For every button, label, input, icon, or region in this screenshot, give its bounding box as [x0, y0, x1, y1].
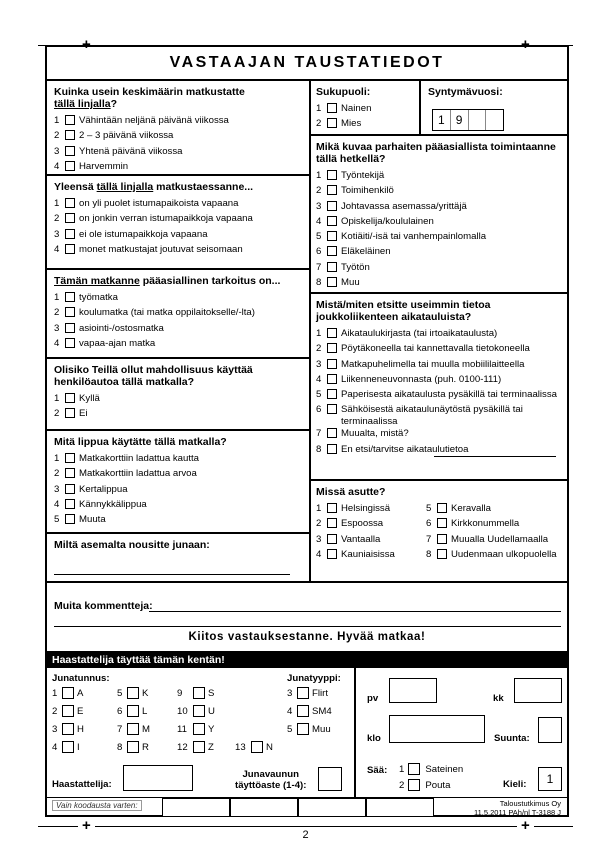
question-text: Mistä/miten etsitte useimmin tietoa joukkoliikenteen aikatauluista?	[316, 299, 491, 323]
option-number: 8	[316, 443, 322, 455]
option-label: Kertalippua	[79, 483, 128, 495]
checkbox[interactable]	[437, 503, 447, 513]
option-number: 6	[426, 518, 432, 530]
checkbox[interactable]	[297, 687, 309, 699]
option-label: Eläkeläinen	[341, 246, 391, 258]
checkbox[interactable]	[327, 404, 337, 414]
crop-plus-icon: +	[78, 37, 95, 52]
option-number: 3	[54, 322, 60, 334]
option-label: Sähköisestä aikataulunäytöstä pysäkillä tai terminaalissa	[341, 404, 523, 428]
option-number: 4	[54, 498, 60, 510]
option-number: 2	[54, 408, 60, 420]
option-number: 7	[316, 261, 322, 273]
option-number: 7	[316, 428, 322, 440]
option-item[interactable]	[316, 201, 561, 216]
coding-box	[230, 798, 298, 817]
train-type-label: Junatyyppi:	[287, 673, 341, 684]
option-number: 2	[54, 213, 60, 225]
option-label: Muu	[341, 277, 360, 289]
form-title: VASTAAJAN TAUSTATIEDOT	[47, 47, 567, 81]
day-label: pv	[367, 693, 379, 704]
option-label: Keravalla	[451, 503, 491, 514]
questionnaire-form	[45, 45, 569, 817]
checkbox[interactable]	[65, 338, 75, 348]
comments-line[interactable]	[149, 611, 561, 612]
residence-question	[309, 481, 567, 583]
option-number: 8	[316, 277, 322, 289]
option-label: Uudenmaan ulkopuolella	[451, 548, 557, 560]
option-item[interactable]	[54, 213, 303, 228]
station-question	[47, 534, 309, 583]
checkbox[interactable]	[127, 687, 139, 699]
month-label: kk	[493, 693, 504, 704]
option-label: on yli puolet istumapaikoista vapaana	[79, 198, 239, 209]
option-label: En etsi/tarvitse aikataulutietoa	[341, 443, 469, 455]
checkbox[interactable]	[327, 185, 337, 195]
checkbox[interactable]	[327, 277, 337, 287]
option-item[interactable]	[54, 499, 303, 514]
question-text: Olisiko Teillä ollut mahdollisuus käyttää henkilöautoa tällä matkalla?	[54, 364, 253, 388]
comments-line[interactable]	[54, 626, 561, 627]
interviewer-section	[47, 651, 567, 795]
option-item[interactable]	[316, 343, 561, 358]
option-label: Muualta, mistä?	[341, 428, 409, 440]
weather-label: Sää:	[367, 765, 388, 776]
question-text: Yleensä tällä linjalla matkustaessanne...	[54, 181, 254, 193]
train-id-option[interactable]: 9 S	[177, 687, 215, 699]
form-footer	[47, 797, 567, 815]
option-number: 3	[316, 358, 322, 370]
checkbox[interactable]	[65, 514, 75, 524]
interviewer-label: Haastattelija:	[52, 779, 112, 790]
options	[54, 393, 303, 424]
options	[316, 503, 426, 564]
year-digit	[469, 110, 487, 130]
checkbox[interactable]	[437, 518, 447, 528]
thanks-message: Kiitos vastauksestanne. Hyvää matkaa!	[188, 631, 426, 643]
train-id-option[interactable]: 13 N	[235, 741, 273, 753]
option-label: Johtavassa asemassa/yrittäjä	[341, 200, 467, 212]
crop-plus-icon: +	[517, 818, 534, 833]
direction-input[interactable]	[538, 717, 562, 743]
year-digit	[486, 110, 503, 130]
checkbox[interactable]	[327, 216, 337, 226]
option-item[interactable]	[316, 103, 413, 118]
option-number: 3	[316, 200, 322, 212]
option-label: 2 – 3 päivänä viikossa	[79, 130, 174, 142]
option-item[interactable]	[316, 404, 561, 428]
option-item[interactable]	[316, 503, 426, 518]
checkbox[interactable]	[65, 292, 75, 302]
option-number: 5	[426, 503, 432, 514]
time-label: klo	[367, 733, 381, 744]
section-divider	[354, 668, 356, 797]
crop-plus-icon: +	[78, 818, 95, 833]
option-item[interactable]	[316, 216, 561, 231]
option-number: 5	[54, 514, 60, 526]
checkbox[interactable]	[193, 741, 205, 753]
option-label: Espoossa	[341, 518, 384, 530]
option-label: Ei	[79, 408, 88, 420]
option-number: 2	[316, 118, 322, 130]
train-id-option[interactable]: 10 U	[177, 705, 215, 717]
option-label: Opiskelija/koululainen	[341, 215, 434, 227]
direction-label: Suunta:	[494, 733, 530, 744]
option-item[interactable]	[54, 292, 303, 307]
checkbox[interactable]	[65, 115, 75, 125]
option-item[interactable]	[316, 185, 561, 200]
question-text: Missä asutte?	[316, 486, 386, 498]
weather-option-dry[interactable]: 2 Pouta	[399, 779, 451, 791]
question-text: Tämän matkanne pääasiallinen tarkoitus on...	[54, 275, 281, 287]
option-label: Kännykkälippua	[79, 498, 147, 510]
option-number: 1	[316, 103, 322, 114]
checkbox[interactable]	[193, 723, 205, 735]
options	[54, 292, 303, 353]
option-item[interactable]	[316, 231, 561, 246]
checkbox[interactable]	[437, 534, 447, 544]
option-item[interactable]	[316, 389, 561, 404]
option-label: Liikenneneuvonnasta (puh. 0100-111)	[341, 373, 502, 385]
options	[316, 170, 561, 292]
option-item[interactable]	[316, 359, 561, 374]
checkbox[interactable]	[62, 741, 74, 753]
train-type-option[interactable]: 4 SM4	[287, 705, 332, 717]
option-number: 3	[54, 483, 60, 495]
seating-question	[47, 176, 309, 270]
option-item[interactable]	[316, 170, 561, 185]
option-label: Kotiäiti/-isä tai vanhempainlomalla	[341, 231, 487, 243]
checkbox[interactable]	[127, 723, 139, 735]
option-item[interactable]	[54, 307, 303, 322]
checkbox[interactable]	[327, 231, 337, 241]
options	[426, 503, 557, 564]
car-question	[47, 359, 309, 431]
option-label: Paperisesta aikataulusta pysäkillä tai terminaalissa	[341, 389, 557, 401]
train-id-option[interactable]: 4 I	[52, 741, 80, 753]
checkbox[interactable]	[327, 201, 337, 211]
checkbox[interactable]	[327, 503, 337, 513]
option-item[interactable]	[316, 374, 561, 389]
checkbox[interactable]	[327, 262, 337, 272]
option-number: 3	[54, 145, 60, 157]
page-number: 2	[302, 829, 309, 841]
option-item[interactable]	[54, 146, 303, 161]
option-label: Kauniaisissa	[341, 548, 395, 560]
train-type-option[interactable]: 5 Muu	[287, 723, 331, 735]
checkbox[interactable]	[327, 518, 337, 528]
option-number: 4	[54, 337, 60, 349]
train-id-option[interactable]: 2 E	[52, 705, 84, 717]
option-item[interactable]	[316, 534, 426, 549]
option-number: 4	[54, 243, 60, 255]
checkbox[interactable]	[65, 393, 75, 403]
option-number: 2	[54, 307, 60, 319]
option-item[interactable]	[426, 503, 557, 518]
checkbox[interactable]	[327, 359, 337, 369]
checkbox[interactable]	[65, 323, 75, 333]
option-item[interactable]	[54, 453, 303, 468]
checkbox[interactable]	[327, 343, 337, 353]
coding-box	[366, 798, 434, 817]
checkbox[interactable]	[297, 723, 309, 735]
coding-label: Vain koodausta varten:	[52, 800, 142, 811]
option-label: Muualla Uudellamaalla	[451, 533, 549, 545]
option-item[interactable]	[54, 393, 303, 408]
checkbox[interactable]	[65, 244, 75, 254]
option-label: Matkapuhelimella tai muulla mobiililaitteella	[341, 358, 525, 370]
checkbox[interactable]	[65, 468, 75, 478]
option-label: Matkakorttiin ladattua arvoa	[79, 468, 197, 480]
question-text: Syntymävuosi:	[428, 86, 503, 98]
option-item[interactable]	[316, 328, 561, 343]
ticket-question	[47, 431, 309, 534]
residence-options	[316, 498, 561, 564]
checkbox[interactable]	[327, 170, 337, 180]
checkbox[interactable]	[65, 408, 75, 418]
train-id-option[interactable]: 5 K	[117, 687, 149, 699]
checkbox[interactable]	[193, 705, 205, 717]
car-fill-label: Junavaunun täyttöaste (1-4):	[235, 769, 307, 791]
option-number: 6	[316, 246, 322, 258]
company-info: Taloustutkimus Oy 11.5.2011 PAh/nl T-3188 J	[473, 799, 561, 817]
option-item[interactable]	[54, 161, 303, 176]
crop-plus-icon: +	[517, 37, 534, 52]
train-id-option[interactable]: 6 L	[117, 705, 148, 717]
option-label: Kyllä	[79, 393, 100, 404]
option-item[interactable]	[54, 229, 303, 244]
time-input[interactable]	[389, 715, 485, 743]
option-item[interactable]	[316, 277, 561, 292]
option-label: on jonkin verran istumapaikkoja vapaana	[79, 213, 253, 225]
question-text: Sukupuoli:	[316, 86, 371, 98]
checkbox[interactable]	[297, 705, 309, 717]
checkbox[interactable]	[327, 374, 337, 384]
year-digit: 9	[451, 110, 469, 130]
option-number: 5	[316, 231, 322, 243]
checkbox[interactable]	[327, 246, 337, 256]
options	[316, 103, 413, 134]
interviewer-header: Haastattelija täyttää tämän kentän!	[47, 653, 567, 668]
option-number: 4	[316, 373, 322, 385]
option-label: monet matkustajat joutuvat seisomaan	[79, 243, 243, 255]
frequency-question	[47, 81, 309, 176]
option-label: Nainen	[341, 103, 372, 114]
option-item[interactable]	[54, 244, 303, 259]
weather-option-rainy[interactable]: 1 Sateinen	[399, 763, 464, 775]
option-item[interactable]	[316, 118, 413, 133]
crop-line-bottom	[38, 826, 573, 827]
option-number: 2	[316, 343, 322, 355]
option-label: Muuta	[79, 514, 106, 526]
option-item[interactable]	[316, 262, 561, 277]
option-item[interactable]	[54, 468, 303, 483]
checkbox[interactable]	[127, 741, 139, 753]
option-number: 5	[316, 389, 322, 401]
train-id-option[interactable]: 3 H	[52, 723, 84, 735]
option-label: Kirkkonummella	[451, 518, 520, 530]
option-item[interactable]	[54, 130, 303, 145]
option-item[interactable]	[316, 549, 426, 564]
question-text: Mitä lippua käytätte tällä matkalla?	[54, 436, 227, 448]
checkbox[interactable]	[327, 549, 337, 559]
question-text: Miltä asemalta nousitte junaan:	[54, 539, 210, 551]
option-number: 8	[426, 548, 432, 560]
option-label: Työntekijä	[341, 170, 385, 181]
option-item[interactable]	[426, 549, 557, 564]
option-label: Toimihenkilö	[341, 185, 394, 197]
station-answer-line[interactable]	[54, 574, 290, 575]
option-label: Aikataulukirjasta (tai irtoaikataulusta)	[341, 328, 498, 339]
option-number: 2	[54, 468, 60, 480]
option-label: asiointi-/ostosmatka	[79, 322, 164, 334]
option-label: Työtön	[341, 261, 370, 273]
option-number: 4	[316, 215, 322, 227]
checkbox[interactable]	[327, 103, 337, 113]
car-fill-input[interactable]	[318, 767, 342, 791]
option-number: 2	[54, 130, 60, 142]
checkbox[interactable]	[327, 444, 337, 454]
option-number: 4	[54, 160, 60, 172]
checkbox[interactable]	[65, 146, 75, 156]
option-number: 2	[316, 185, 322, 197]
option-label: Matkakorttiin ladattua kautta	[79, 453, 199, 464]
option-item[interactable]	[426, 534, 557, 549]
checkbox[interactable]	[65, 307, 75, 317]
checkbox[interactable]	[327, 389, 337, 399]
option-label: Helsingissä	[341, 503, 391, 514]
checkbox[interactable]	[65, 198, 75, 208]
option-label: koulumatka (tai matka oppilaitokselle/-lta)	[79, 307, 255, 319]
coding-box	[298, 798, 366, 817]
train-id-option[interactable]: 8 R	[117, 741, 149, 753]
checkbox[interactable]	[62, 705, 74, 717]
option-number: 1	[54, 393, 60, 404]
comments-label: Muita kommentteja:	[54, 600, 153, 612]
gender-question	[309, 81, 421, 136]
option-label: Mies	[341, 118, 362, 130]
train-id-label: Junatunnus:	[52, 673, 110, 684]
checkbox[interactable]	[327, 328, 337, 338]
checkbox[interactable]	[327, 118, 337, 128]
option-number: 3	[316, 533, 322, 545]
info-question	[309, 294, 567, 481]
option-number: 3	[54, 228, 60, 240]
checkbox[interactable]	[65, 229, 75, 239]
option-item[interactable]	[426, 518, 557, 533]
train-id-option[interactable]: 7 M	[117, 723, 150, 735]
options	[54, 198, 303, 259]
option-label: Harvemmin	[79, 160, 129, 172]
train-type-option[interactable]: 3 Flirt	[287, 687, 328, 699]
language-input[interactable]: 1	[538, 767, 562, 791]
month-input[interactable]	[514, 678, 562, 703]
option-number: 7	[426, 533, 432, 545]
option-item[interactable]	[54, 514, 303, 529]
checkbox[interactable]	[327, 534, 337, 544]
checkbox[interactable]	[127, 705, 139, 717]
option-label: Vähintään neljänä päivänä viikossa	[79, 115, 229, 126]
option-number: 1	[54, 115, 60, 126]
train-id-option[interactable]: 1 A	[52, 687, 84, 699]
option-number: 1	[54, 453, 60, 464]
option-item[interactable]	[54, 484, 303, 499]
checkbox[interactable]	[437, 549, 447, 559]
checkbox[interactable]	[65, 130, 75, 140]
purpose-question	[47, 270, 309, 359]
option-item[interactable]	[316, 518, 426, 533]
options	[54, 453, 303, 529]
coding-box	[162, 798, 230, 817]
option-label: vapaa-ajan matka	[79, 337, 156, 349]
option-number: 4	[316, 548, 322, 560]
option-item[interactable]	[54, 115, 303, 130]
checkbox[interactable]	[62, 687, 74, 699]
option-label: Yhtenä päivänä viikossa	[79, 145, 183, 157]
checkbox[interactable]	[65, 484, 75, 494]
option-label: Pöytäkoneella tai kannettavalla tietokoneella	[341, 343, 530, 355]
option-item[interactable]	[54, 338, 303, 353]
interviewer-input[interactable]	[123, 765, 193, 791]
option-number: 2	[316, 518, 322, 530]
option-item[interactable]	[316, 428, 561, 443]
question-text: Mikä kuvaa parhaiten pääasiallista toimintaanne tällä hetkellä?	[316, 141, 556, 165]
option-item[interactable]	[54, 198, 303, 213]
checkbox[interactable]	[65, 213, 75, 223]
option-label: työmatka	[79, 292, 118, 303]
options	[316, 328, 561, 459]
train-id-option[interactable]: 11 Y	[177, 723, 215, 735]
checkbox[interactable]	[62, 723, 74, 735]
checkbox[interactable]	[193, 687, 205, 699]
checkbox[interactable]	[251, 741, 263, 753]
option-number: 1	[316, 170, 322, 181]
option-number: 6	[316, 404, 322, 416]
occupation-question	[309, 136, 567, 294]
option-item[interactable]	[54, 408, 303, 423]
options	[54, 115, 303, 176]
birthyear-input[interactable]	[432, 109, 504, 131]
option-number: 1	[316, 503, 322, 514]
day-input[interactable]	[389, 678, 437, 703]
checkbox[interactable]	[65, 499, 75, 509]
language-label: Kieli:	[503, 779, 527, 790]
option-item[interactable]	[316, 246, 561, 261]
option-item[interactable]	[54, 323, 303, 338]
other-source-line[interactable]	[434, 456, 556, 457]
year-digit: 1	[433, 110, 451, 130]
checkbox[interactable]	[65, 161, 75, 171]
train-id-option[interactable]: 12 Z	[177, 741, 214, 753]
option-number: 1	[316, 328, 322, 339]
checkbox[interactable]	[65, 453, 75, 463]
option-number: 1	[54, 198, 60, 209]
option-number: 1	[54, 292, 60, 303]
checkbox[interactable]	[327, 428, 337, 438]
option-label: Vantaalla	[341, 533, 381, 545]
option-label: ei ole istumapaikkoja vapaana	[79, 228, 208, 240]
question-text: Kuinka usein keskimäärin matkustatte tällä linjalla?	[54, 86, 245, 110]
